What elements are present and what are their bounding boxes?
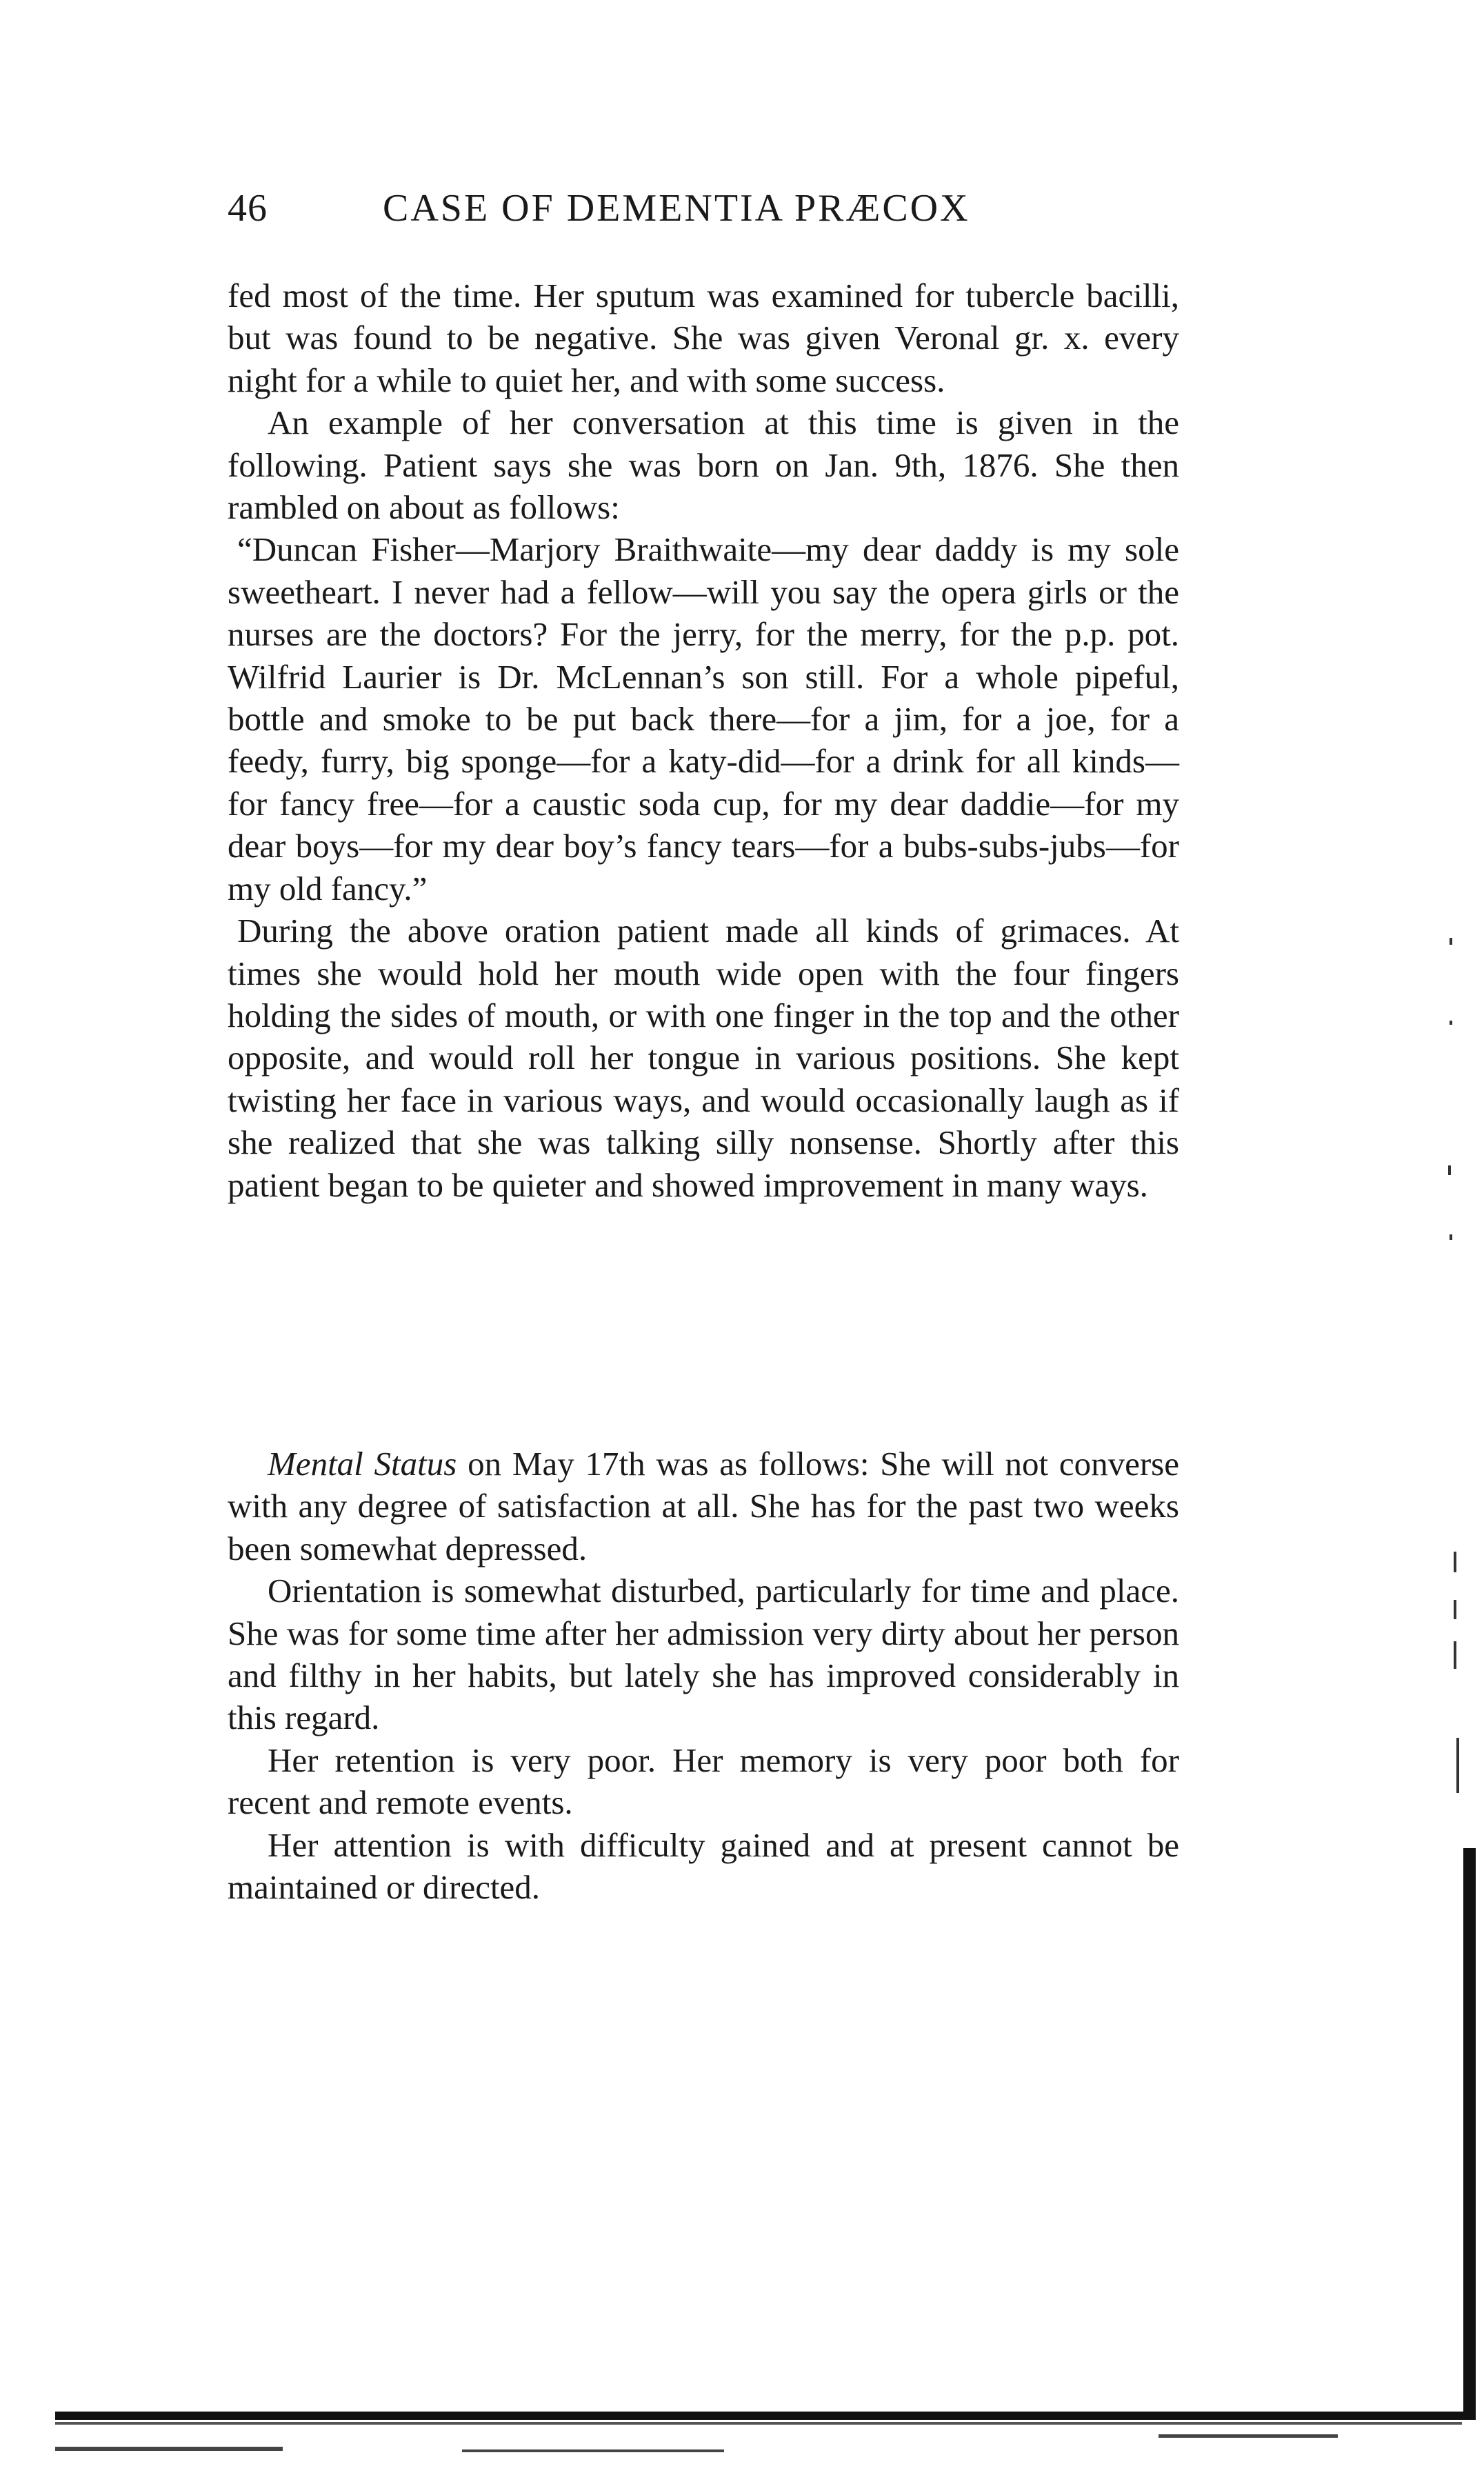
scan-speck bbox=[1450, 1021, 1452, 1025]
scan-speck bbox=[1454, 1552, 1456, 1572]
scan-bottom-edge-thin bbox=[55, 2422, 1462, 2425]
scan-speck bbox=[1450, 1234, 1452, 1240]
paragraph-mental-status bbox=[228, 1443, 1179, 1570]
mental-status-heading: Mental Status bbox=[268, 1445, 457, 1483]
scan-bottom-edge bbox=[55, 2412, 1476, 2420]
page-header bbox=[228, 181, 1179, 236]
scan-speck bbox=[1454, 1641, 1456, 1669]
scan-noise bbox=[1159, 2434, 1338, 2438]
paragraph-patient-quote: “Duncan Fisher—Marjory Braithwaite—my dear daddy is my sole sweetheart. I never had a fellow—will you say the opera girls or the nurses are the doctors? For the jerry, for the merry, for the p.p. pot. Wilfrid Laurier is Dr. McLennan’s son still. For a whole pipeful, bottle and smoke to be put back there—for a jim, for a joe, for a feedy, furry, big sponge—for a katy-did—for a drink for all kinds—for fancy free—for a caustic soda cup, for my dear daddie—for my dear boys—for my dear boy’s fancy tears—for a bubs-subs-jubs—for my old fancy.” bbox=[228, 530, 1179, 908]
mental-status-intro: on May 17th was as follows: She will not converse with any degree of satisfaction at all. She has for the past two weeks been somewhat depressed. bbox=[228, 1445, 1179, 1567]
scan-speck bbox=[1456, 1738, 1459, 1793]
body-text-part-1 bbox=[228, 274, 1179, 1206]
body-text-part-2 bbox=[228, 1443, 1179, 1908]
paragraph-orientation: Orientation is somewhat disturbed, particularly for time and place. She was for some time after her admission very dirty about her person and filthy in her habits, but lately she has improved considerably in this regard. bbox=[228, 1572, 1179, 1737]
page-number: 46 bbox=[228, 187, 268, 230]
scan-speck bbox=[1448, 1165, 1451, 1175]
paragraph-grimaces: During the above oration patient made all kinds of grimaces. At times she would hold her mouth wide open with the four fingers holding the sides of mouth, or with one finger in the top and the other opposite, and would roll her tongue in various positions. She kept twisting her face in various ways, and would occasionally laugh as if she realized that she was talking silly nonsense. Shortly after this patient began to be quieter and showed improvement in many ways. bbox=[228, 912, 1179, 1204]
scan-edge-bar bbox=[1463, 1848, 1476, 2414]
scan-noise bbox=[462, 2449, 724, 2452]
running-title: CASE OF DEMENTIA PRÆCOX bbox=[383, 187, 970, 230]
paragraph-continuation: fed most of the time. Her sputum was examined for tubercle bacilli, but was found to be negative. She was given Veronal gr. x. every night for a while to quiet her, and with some success. bbox=[228, 277, 1179, 399]
paragraph-conversation-intro: An example of her conversation at this time is given in the following. Patient says she was born on Jan. 9th, 1876. She then rambled on about as follows: bbox=[228, 403, 1179, 527]
scan-speck bbox=[1450, 938, 1452, 945]
paragraph-attention: Her attention is with difficulty gained and at present cannot be maintained or directed. bbox=[228, 1825, 1179, 1907]
paragraph-retention: Her retention is very poor. Her memory is very poor both for recent and remote events. bbox=[228, 1741, 1179, 1822]
scan-speck bbox=[1454, 1600, 1456, 1619]
scan-noise bbox=[55, 2447, 283, 2451]
